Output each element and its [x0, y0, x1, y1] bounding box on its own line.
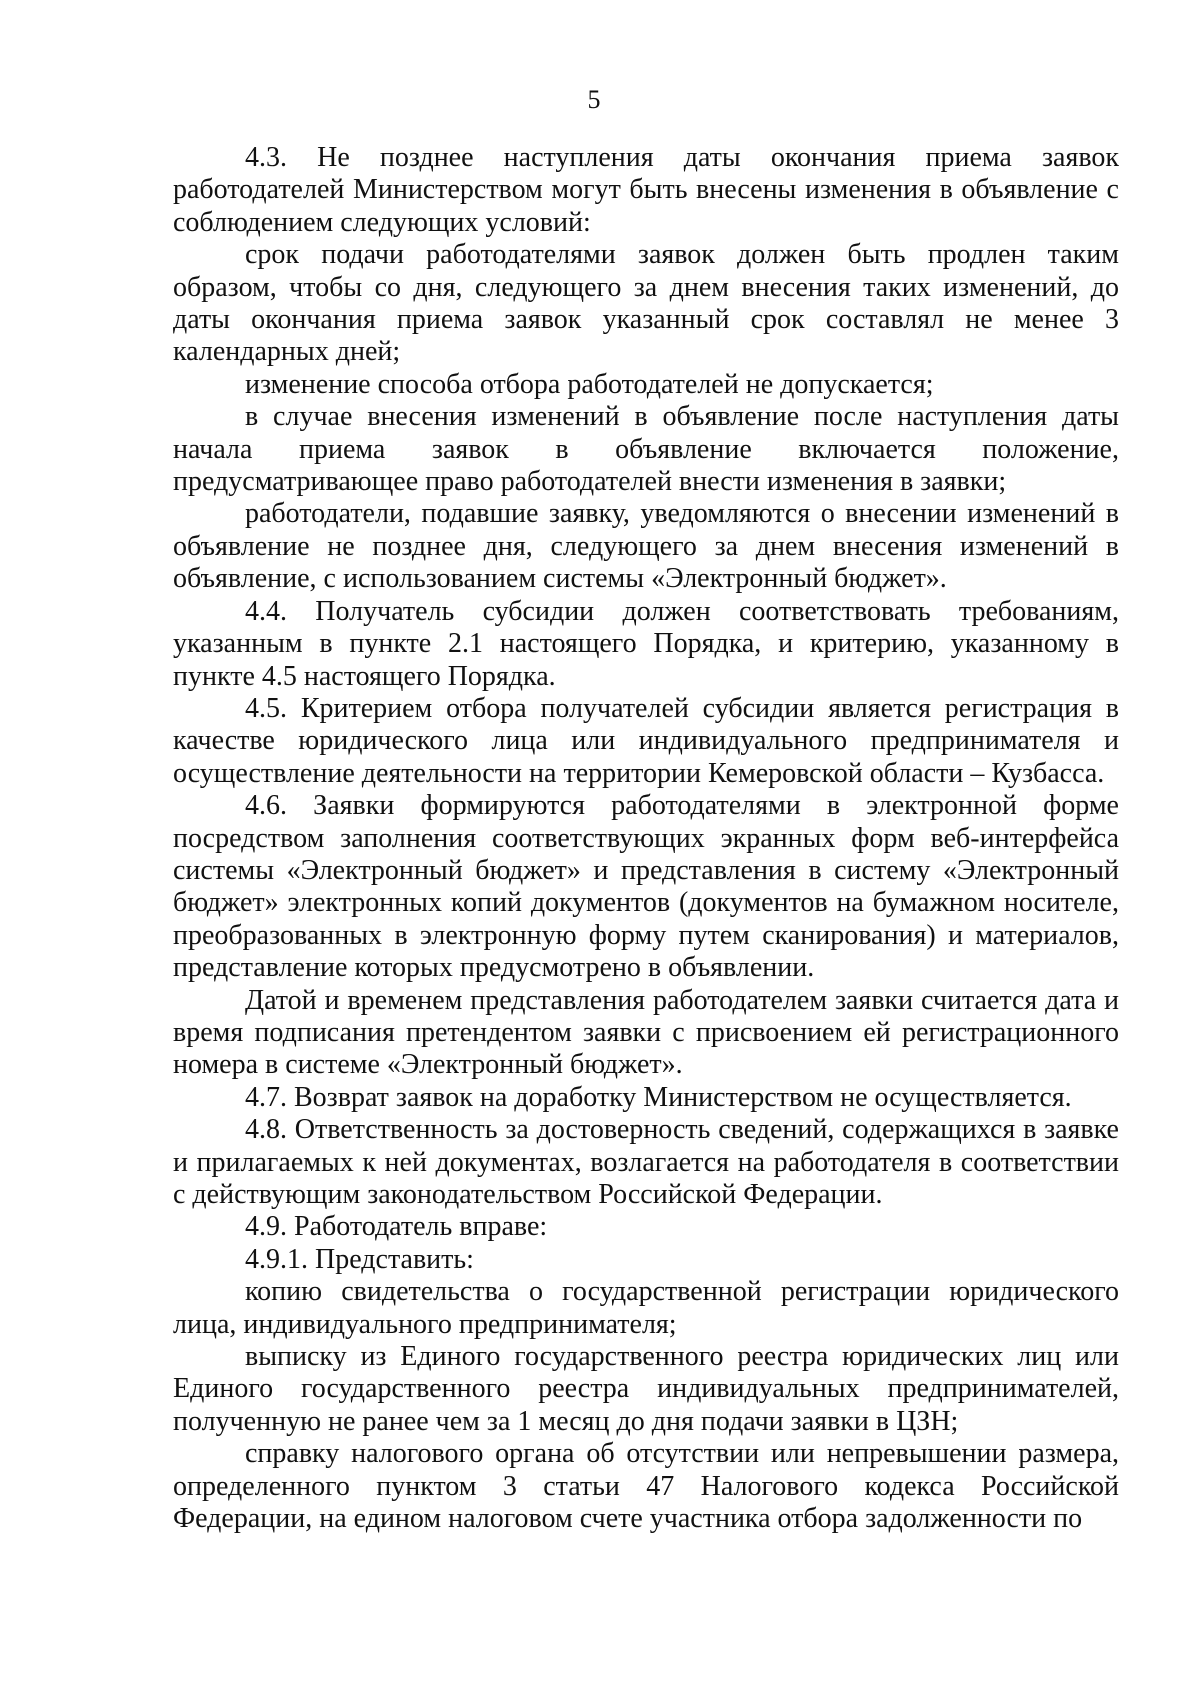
- paragraph-4-4: 4.4. Получатель субсидии должен соответствовать требованиям, указанным в пункте 2.1 настоящего Порядка, и критерию, указанному в пункте 4.5 настоящего Порядка.: [173, 595, 1119, 692]
- paragraph-4-6: 4.6. Заявки формируются работодателями в электронной форме посредством заполнения соответствующих экранных форм веб-интерфейса системы «Электронный бюджет» и представления в систему «Электронный бюджет» электронных копий документов (документов на бумажном носителе, преобразованных в электронную форму путем сканирования) и материалов, представление которых предусмотрено в объявлении.: [173, 790, 1119, 984]
- paragraph-4-5: 4.5. Критерием отбора получателей субсидии является регистрация в качестве юридического лица или индивидуального предпринимателя и осуществление деятельности на территории Кемеровской области – Кузбасса.: [173, 692, 1119, 789]
- page-number: 5: [587, 85, 601, 114]
- paragraph-4-9: 4.9. Работодатель вправе:: [245, 1211, 548, 1243]
- paragraph-4-8: 4.8. Ответственность за достоверность сведений, содержащихся в заявке и прилагаемых к ней документах, возлагается на работодателя в соответствии с действующим законодательством Российской Федерации.: [173, 1114, 1119, 1210]
- paragraph-selection-method: изменение способа отбора работодателей не допускается;: [245, 368, 934, 400]
- paragraph-tax-certificate: справку налогового органа об отсутствии или непревышении размера, определенного пунктом 3 статьи 47 Налогового кодекса Российской Федерации, на едином налоговом счете участника отбора задолженности по: [173, 1438, 1119, 1535]
- document-body: [173, 142, 1119, 1535]
- paragraph-registration-certificate: копию свидетельства о государственной регистрации юридического лица, индивидуального предпринимателя;: [173, 1276, 1119, 1340]
- paragraph-amendment-right: в случае внесения изменений в объявление после наступления даты начала приема заявок в объявление включается положение, предусматривающее право работодателей внести изменения в заявки;: [173, 401, 1119, 498]
- paragraph-deadline-extension: срок подачи работодателями заявок должен быть продлен таким образом, чтобы со дня, следующего за днем внесения таких изменений, до даты окончания приема заявок указанный срок составлял не менее 3 календарных дней;: [173, 239, 1119, 368]
- paragraph-registry-extract: выписку из Единого государственного реестра юридических лиц или Единого государственного реестра индивидуальных предпринимателей, полученную не ранее чем за 1 месяц до дня подачи заявки в ЦЗН;: [173, 1341, 1119, 1437]
- paragraph-4-7: 4.7. Возврат заявок на доработку Министерством не осуществляется.: [245, 1081, 1072, 1113]
- paragraph-notification: работодатели, подавшие заявку, уведомляются о внесении изменений в объявление не позднее дня, следующего за днем внесения изменений в объявление, с использованием системы «Электронный бюджет».: [173, 498, 1119, 595]
- paragraph-4-9-1: 4.9.1. Представить:: [245, 1243, 474, 1275]
- paragraph-submission-date: Датой и временем представления работодателем заявки считается дата и время подписания претендентом заявки с присвоением ей регистрационного номера в системе «Электронный бюджет».: [173, 984, 1119, 1081]
- paragraph-4-3: 4.3. Не позднее наступления даты окончания приема заявок работодателей Министерством могут быть внесены изменения в объявление с соблюдением следующих условий:: [173, 142, 1119, 238]
